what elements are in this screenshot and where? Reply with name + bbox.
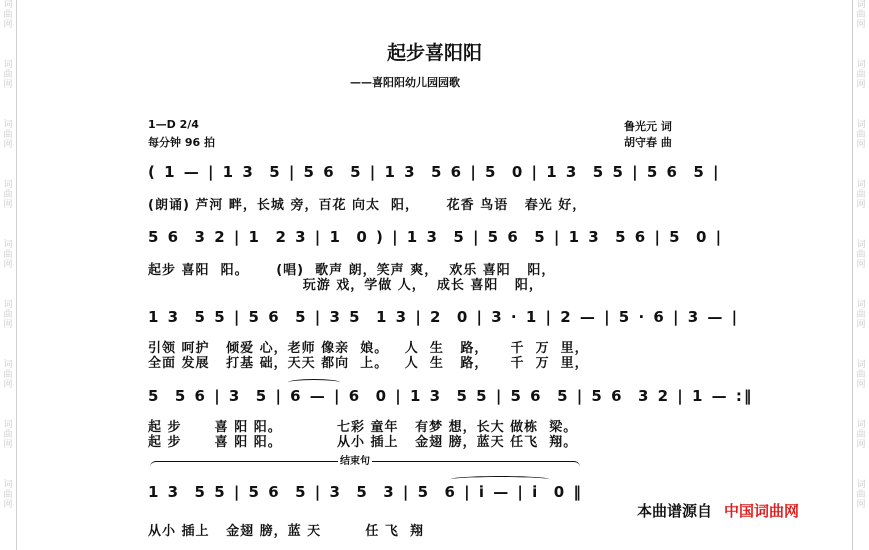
watermark-text: 词曲网: [3, 120, 13, 150]
watermark-text: 词曲网: [3, 300, 13, 330]
song-subtitle: ——喜阳阳幼儿园园歌: [350, 76, 460, 89]
watermark-text: 词曲网: [3, 0, 13, 30]
watermark-text: 词曲网: [3, 180, 13, 210]
watermark-text: 词曲网: [3, 60, 13, 90]
tie-arc: [288, 379, 340, 386]
composer-credit: 胡守春 曲: [624, 136, 672, 149]
score-line-5-notes: 1 3 5 5 | 5 6 5 | 3 5 3 | 5 6 | i̇ — | i̇ 0 ‖: [148, 483, 583, 501]
score-line-3-lyric-verse-2: 全面 发展 打基 础，天天 都向 上。 人 生 路， 千 万 里，: [148, 356, 589, 371]
watermark-text: 词曲网: [856, 120, 866, 150]
lyricist-credit: 鲁光元 词: [624, 120, 672, 133]
score-line-4-lyric-verse-1: 起 步 喜 阳 阳。 七彩 童年 有梦 想，长大 做栋 梁。: [148, 420, 578, 435]
score-line-3-notes: 1 3 5 5 | 5 6 5 | 3 5 1 3 | 2 0 | 3 · 1 | 2 — | 5 · 6 | 3 — |: [148, 308, 740, 326]
score-line-4-lyric-verse-2: 起 步 喜 阳 阳。 从小 插上 金翅 膀，蓝天 任飞 翔。: [148, 435, 578, 450]
watermark-text: 词曲网: [3, 360, 13, 390]
watermark-text: 词曲网: [3, 480, 13, 510]
watermark-text: 词曲网: [3, 420, 13, 450]
watermark-text: 词曲网: [856, 180, 866, 210]
watermark-text: 词曲网: [3, 240, 13, 270]
score-line-1-notes: ( 1 — | 1 3 5 | 5 6 5 | 1 3 5 6 | 5 0 | 1 3 5 5 | 5 6 5 |: [148, 163, 721, 181]
score-line-5-lyric: 从小 插上 金翅 膀，蓝 天 任 飞 翔: [148, 524, 424, 539]
watermark-text: 词曲网: [856, 360, 866, 390]
score-line-2-lyric-verse-1: 起步 喜阳 阳。 (唱) 歌声 朗，笑声 爽， 欢乐 喜阳 阳，: [148, 263, 556, 278]
score-line-3-lyric-verse-1: 引领 呵护 倾爱 心，老师 像亲 娘。 人 生 路， 千 万 里，: [148, 341, 589, 356]
score-line-4-notes: 5 5 6 | 3 5 | 6 — | 6 0 | 1 3 5 5 | 5 6 5 | 5 6 3 2 | 1 — :‖: [148, 387, 754, 405]
watermark-text: 词曲网: [856, 420, 866, 450]
source-label: 本曲谱源自: [637, 502, 713, 520]
watermark-text: 词曲网: [856, 300, 866, 330]
key-signature: 1—D 2/4: [148, 118, 199, 131]
watermark-text: 词曲网: [856, 0, 866, 30]
score-line-2-lyric-verse-2: 玩游 戏，学做 人， 成长 喜阳 阳，: [148, 278, 543, 293]
source-credit: [637, 500, 799, 521]
right-watermark-strip: [852, 0, 869, 550]
left-watermark-strip: [0, 0, 17, 550]
score-line-2-notes: 5 6 3 2 | 1 2 3 | 1 0 ) | 1 3 5 | 5 6 5 | 1 3 5 6 | 5 0 |: [148, 228, 724, 246]
watermark-text: 词曲网: [856, 240, 866, 270]
watermark-text: 词曲网: [856, 60, 866, 90]
song-title: 起步喜阳阳: [386, 42, 482, 64]
score-line-1-lyric: (朗诵) 芦河 畔，长城 旁，百花 向太 阳， 花香 鸟语 春光 好，: [148, 198, 587, 213]
tempo-marking: 每分钟 96 拍: [148, 136, 215, 149]
source-site-name: 中国词曲网: [724, 502, 800, 520]
tie-arc: [450, 476, 550, 483]
watermark-text: 词曲网: [856, 480, 866, 510]
ending-label: 结束句: [338, 452, 372, 467]
